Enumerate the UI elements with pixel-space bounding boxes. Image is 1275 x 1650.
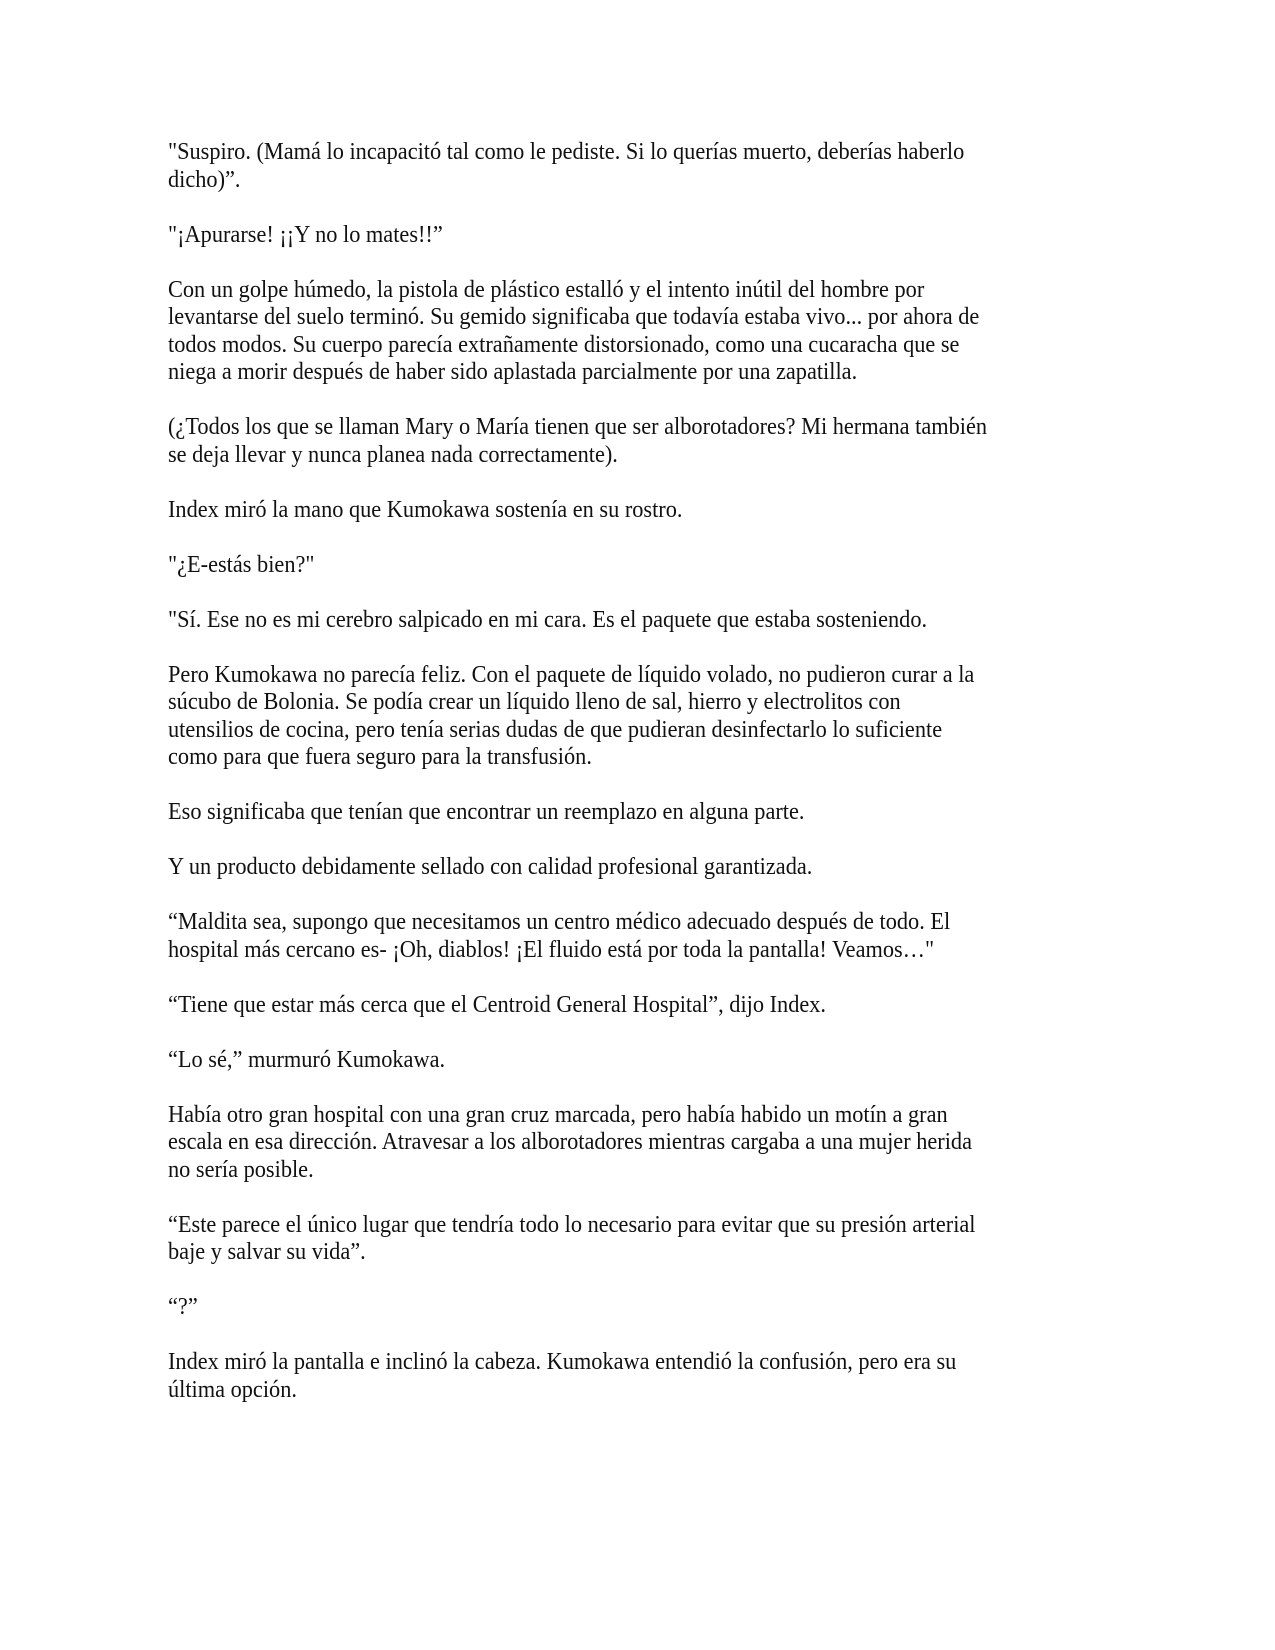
paragraph (168, 1102, 987, 1185)
paragraph (168, 909, 987, 964)
paragraph (168, 414, 987, 469)
paragraph (168, 607, 987, 635)
text-line: hospital más cercano es- ¡Oh, diablos! ¡El fluido está por toda la pantalla! Veamos…" (168, 936, 935, 963)
text-line: como para que fuera seguro para la transfusión. (168, 744, 592, 770)
text-line: "¿E-estás bien?" (168, 551, 315, 578)
paragraph (168, 277, 987, 387)
text-line: niega a morir después de haber sido aplastada parcialmente por una zapatilla. (168, 359, 858, 385)
paragraph (168, 497, 987, 525)
text-line: levantarse del suelo terminó. Su gemido significaba que todavía estaba vivo... por ahora de (168, 304, 980, 330)
text-line: "Sí. Ese no es mi cerebro salpicado en mi cara. Es el paquete que estaba sosteniendo. (168, 606, 928, 633)
paragraph (168, 1349, 987, 1404)
paragraph (168, 662, 987, 772)
text-line: “Maldita sea, supongo que necesitamos un centro médico adecuado después de todo. El (168, 909, 951, 935)
text-line: última opción. (168, 1376, 297, 1403)
text-line: "Suspiro. (Mamá lo incapacitó tal como le pediste. Si lo querías muerto, deberías haberlo (168, 139, 965, 165)
text-line: escala en esa dirección. Atravesar a los alborotadores mientras cargaba a una mujer herida (168, 1129, 972, 1155)
text-line: Había otro gran hospital con una gran cruz marcada, pero había habido un motín a gran (168, 1101, 948, 1128)
paragraph (168, 1294, 987, 1322)
text-line: “Lo sé,” murmuró Kumokawa. (168, 1046, 446, 1073)
text-line: “Tiene que estar más cerca que el Centroid General Hospital”, dijo Index. (168, 991, 827, 1018)
text-line: utensilios de cocina, pero tenía serias dudas de que pudieran desinfectarlo lo suficiente (168, 716, 943, 743)
text-line: "¡Apurarse! ¡¡Y no lo mates!!” (168, 221, 443, 248)
text-line: Index miró la mano que Kumokawa sostenía en su rostro. (168, 496, 683, 523)
text-line: súcubo de Bolonia. Se podía crear un líquido lleno de sal, hierro y electrolitos con (168, 689, 901, 715)
paragraph (168, 992, 987, 1020)
text-line: dicho)”. (168, 166, 241, 193)
text-line: (¿Todos los que se llaman Mary o María tienen que ser alborotadores? Mi hermana también (168, 414, 988, 440)
text-line: no sería posible. (168, 1156, 314, 1183)
paragraph (168, 1212, 987, 1267)
paragraph (168, 222, 987, 250)
text-line: se deja llevar y nunca planea nada correctamente). (168, 441, 618, 468)
text-line: Con un golpe húmedo, la pistola de plástico estalló y el intento inútil del hombre por (168, 276, 925, 303)
paragraph (168, 799, 987, 827)
text-line: Pero Kumokawa no parecía feliz. Con el paquete de líquido volado, no pudieron curar a la (168, 661, 975, 688)
text-line: “Este parece el único lugar que tendría todo lo necesario para evitar que su presión arterial (168, 1211, 976, 1238)
document-page (168, 139, 987, 1432)
text-line: “?” (168, 1294, 198, 1320)
paragraph (168, 854, 987, 882)
text-line: todos modos. Su cuerpo parecía extrañamente distorsionado, como una cucaracha que se (168, 331, 960, 358)
paragraph (168, 1047, 987, 1075)
paragraph (168, 552, 987, 580)
text-line: Index miró la pantalla e inclinó la cabeza. Kumokawa entendió la confusión, pero era su (168, 1349, 957, 1375)
paragraph (168, 139, 987, 194)
text-line: Eso significaba que tenían que encontrar un reemplazo en alguna parte. (168, 799, 805, 825)
text-line: Y un producto debidamente sellado con calidad profesional garantizada. (168, 854, 813, 880)
text-line: baje y salvar su vida”. (168, 1239, 366, 1265)
